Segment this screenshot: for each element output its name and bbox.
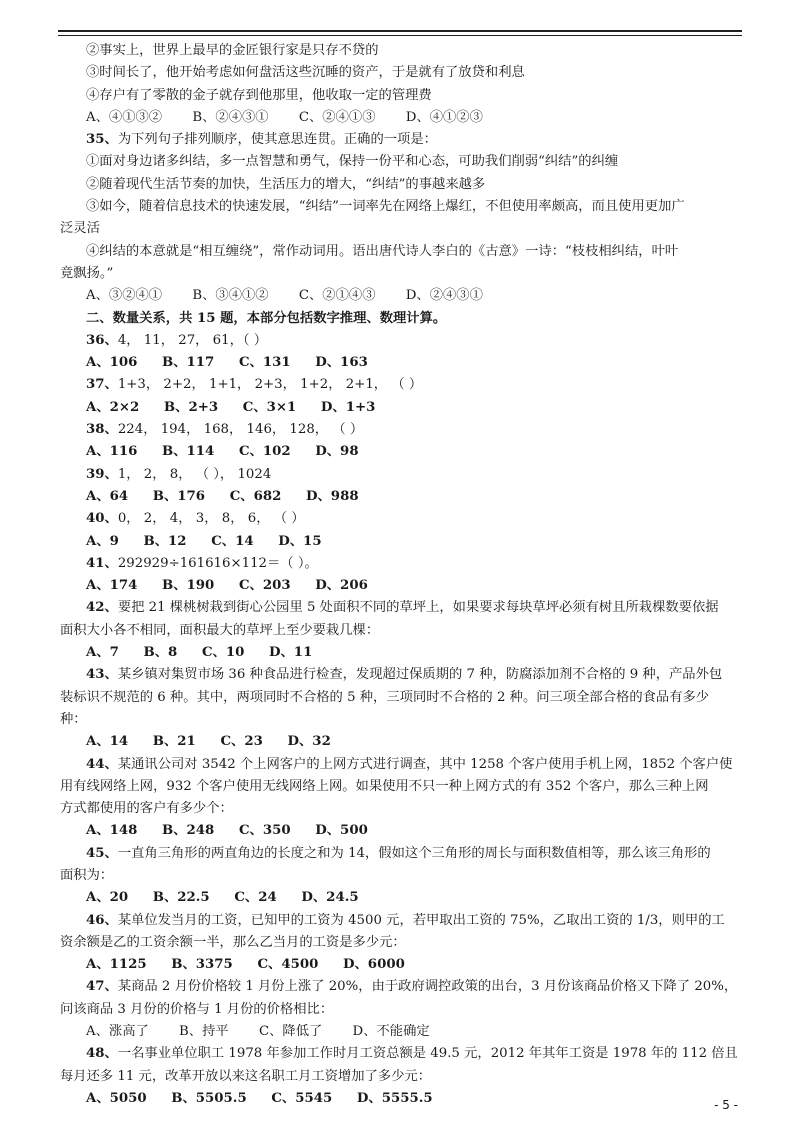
q43-option-c: C、23 — [220, 734, 263, 750]
q47-line-1 — [60, 976, 740, 998]
q45-option-a: A、20 — [86, 890, 129, 906]
q45-text-1: 一直角三角形的两直角边的长度之和为 14，假如这个三角形的周长与面积数值相等，那么该三角形的 — [117, 845, 711, 861]
q40-stem-text: 0， 2， 4， 3， 8， 6， （ ） — [117, 511, 305, 527]
section-2-title: 二、数量关系，共 15 题，本部分包括数字推理、数理计算。 — [86, 310, 447, 326]
q48-text-1: 一名事业单位职工 1978 年参加工作时月工资总额是 49.5 元，2012 年其年工资是 1978 年的 112 倍且 — [117, 1046, 738, 1062]
q40-number: 40、 — [86, 511, 118, 527]
q44-number: 44、 — [86, 756, 118, 772]
q34-option-d: D、④①②③ — [405, 109, 483, 125]
q39-stem-text: 1， 2， 8， （ ）， 1024 — [117, 466, 272, 482]
q37-options — [60, 397, 740, 419]
q46-option-b: B、3375 — [171, 957, 233, 973]
q44-text-1: 某通讯公司对 3542 个上网客户的上网方式进行调查，其中 1258 个客户使用手机上网，1852 个客户使 — [117, 756, 733, 772]
q48-number: 48、 — [86, 1046, 118, 1062]
q37-stem — [60, 374, 740, 396]
q40-option-b: B、12 — [143, 533, 187, 549]
q35-line-3-cont: 泛灵活 — [60, 221, 100, 237]
header-rule-thick — [58, 30, 742, 32]
q43-option-a: A、14 — [86, 734, 129, 750]
q35-line-2: ②随着现代生活节奏的加快，生活压力的增大，“纠结”的事越来越多 — [86, 176, 486, 192]
q43-text-1: 某乡镇对集贸市场 36 种食品进行检查，发现超过保质期的 7 种，防腐添加剂不合格的 9 种，产品外包 — [117, 667, 723, 683]
q39-option-b: B、176 — [152, 488, 206, 504]
q36-option-a: A、106 — [86, 355, 138, 371]
q41-stem — [60, 553, 740, 575]
q35-option-a: A、③②④① — [86, 288, 163, 304]
q42-options — [60, 642, 740, 664]
q37-option-b: B、2+3 — [163, 399, 219, 415]
q47-number: 47、 — [86, 979, 118, 995]
q38-stem — [60, 419, 740, 441]
q36-stem-text: 4， 11， 27， 61，（ ） — [117, 332, 268, 348]
q46-text-1: 某单位发当月的工资，已知甲的工资为 4500 元，若甲取出工资的 75%，乙取出工资的 1/3，则甲的工 — [117, 912, 725, 928]
q36-option-b: B、117 — [162, 355, 215, 371]
q42-option-b: B、8 — [143, 645, 178, 661]
q42-option-d: D、11 — [268, 645, 313, 661]
q35-line-3: ③如今，随着信息技术的快速发展，“纠结”一词率先在网络上爆红，不但使用率颇高，而且使用更加广 — [86, 199, 685, 215]
q38-options — [60, 441, 740, 463]
q41-option-c: C、203 — [238, 578, 291, 594]
q40-options — [60, 531, 740, 553]
q39-options — [60, 486, 740, 508]
q37-option-a: A、2×2 — [86, 399, 140, 415]
q35-option-b: B、③④①② — [192, 288, 269, 304]
q42-number: 42、 — [86, 600, 118, 616]
q35-options — [60, 285, 740, 307]
q36-stem — [60, 330, 740, 352]
q38-option-b: B、114 — [162, 444, 215, 460]
q36-options — [60, 352, 740, 374]
q40-option-d: D、15 — [278, 533, 322, 549]
q48-line-1 — [60, 1043, 740, 1065]
q41-stem-text: 292929÷161616×112＝（ ）。 — [117, 555, 318, 571]
q38-option-c: C、102 — [238, 444, 291, 460]
q38-option-d: D、98 — [315, 444, 359, 460]
page-number: - 5 - — [714, 1098, 738, 1112]
q48-option-d: D、5555.5 — [356, 1090, 433, 1106]
q45-options — [60, 887, 740, 909]
q35-stem-text: 为下列句子排列顺序，使其意思连贯。正确的一项是： — [117, 132, 437, 148]
q37-option-c: C、3×1 — [242, 399, 297, 415]
q47-line-2: 问该商品 3 月份的价格与 1 月份的价格相比： — [60, 1001, 334, 1017]
q40-stem — [60, 508, 740, 530]
q44-option-a: A、148 — [86, 823, 138, 839]
q45-option-c: C、24 — [234, 890, 277, 906]
q48-line-2: 每月还多 11 元，改革开放以来这名职工月工资增加了多少元： — [60, 1068, 432, 1084]
q34-line-3: ③时间长了，他开始考虑如何盘活这些沉睡的资产，于是就有了放贷和利息 — [86, 65, 525, 81]
q40-option-c: C、14 — [211, 533, 254, 549]
q35-option-c: C、②①④③ — [298, 288, 376, 304]
q36-number: 36、 — [86, 332, 118, 348]
q44-option-b: B、248 — [162, 823, 215, 839]
q44-line-2: 用有线网络上网，932 个客户使用无线网络上网。如果使用不只一种上网方式的有 352 个客户，那么三种上网 — [60, 778, 709, 794]
q43-number: 43、 — [86, 667, 118, 683]
q41-option-a: A、174 — [86, 578, 138, 594]
q44-option-c: C、350 — [238, 823, 291, 839]
q41-options — [60, 575, 740, 597]
q35-stem — [60, 129, 740, 151]
q45-line-1 — [60, 843, 740, 865]
q46-option-d: D、6000 — [342, 957, 405, 973]
q39-option-d: D、988 — [305, 488, 359, 504]
q43-line-1 — [60, 664, 740, 686]
q35-line-1: ①面对身边诸多纠结，多一点智慧和勇气，保持一份平和心态，可助我们削弱“纠结”的纠缠 — [86, 154, 619, 170]
q42-line-2: 面积大小各不相同，面积最大的草坪上至少要栽几棵： — [60, 622, 380, 638]
page-content — [60, 40, 740, 1110]
q38-option-a: A、116 — [86, 444, 138, 460]
q43-line-2: 装标识不规范的 6 种。其中，两项同时不合格的 5 种，三项同时不合格的 2 种。问三项全部合格的食品有多少 — [60, 689, 710, 705]
q47-option-a: A、涨高了 — [86, 1024, 149, 1040]
q40-option-a: A、9 — [86, 533, 119, 549]
q37-stem-text: 1+3， 2+2， 1+1， 2+3， 1+2， 2+1， （ ） — [117, 377, 423, 393]
q48-option-c: C、5545 — [271, 1090, 333, 1106]
q48-options — [60, 1088, 740, 1110]
q43-option-d: D、32 — [287, 734, 331, 750]
q37-option-d: D、1+3 — [320, 399, 376, 415]
q35-line-4: ④纠结的本意就是“相互缠绕”，常作动词用。语出唐代诗人李白的《古意》一诗：“枝枝相纠结，叶叶 — [86, 243, 679, 259]
q45-line-2: 面积为： — [60, 867, 114, 883]
q45-number: 45、 — [86, 845, 118, 861]
q36-option-d: D、163 — [315, 355, 368, 371]
q34-options — [60, 107, 740, 129]
q34-option-c: C、②④①③ — [298, 109, 376, 125]
q41-option-d: D、206 — [315, 578, 368, 594]
q47-option-d: D、不能确定 — [352, 1024, 430, 1040]
q34-option-a: A、④①③② — [86, 109, 163, 125]
q36-option-c: C、131 — [238, 355, 291, 371]
q46-number: 46、 — [86, 912, 118, 928]
q39-number: 39、 — [86, 466, 118, 482]
q34-line-2: ②事实上，世界上最早的金匠银行家是只存不贷的 — [86, 43, 379, 58]
q34-line-4: ④存户有了零散的金子就存到他那里，他收取一定的管理费 — [86, 87, 432, 103]
q45-option-d: D、24.5 — [301, 890, 359, 906]
q44-option-d: D、500 — [315, 823, 368, 839]
q46-option-c: C、4500 — [257, 957, 319, 973]
q37-number: 37、 — [86, 377, 118, 393]
q39-option-c: C、682 — [229, 488, 282, 504]
q38-stem-text: 224， 194， 168， 146， 128， （ ） — [117, 422, 364, 438]
header-rule-thin — [58, 35, 742, 36]
q43-option-b: B、21 — [152, 734, 196, 750]
q44-line-3: 方式都使用的客户有多少个： — [60, 801, 233, 817]
q39-stem — [60, 464, 740, 486]
q42-text-1: 要把 21 棵桃树栽到街心公园里 5 处面积不同的草坪上，如果要求每块草坪必须有树且所栽棵数要依据 — [117, 600, 719, 616]
q47-text-1: 某商品 2 月份价格较 1 月份上涨了 20%，由于政府调控政策的出台，3 月份该商品价格又下降了 20%， — [117, 979, 738, 995]
q47-option-b: B、持平 — [179, 1024, 229, 1040]
q35-number: 35、 — [86, 132, 118, 148]
q48-option-b: B、5505.5 — [171, 1090, 247, 1106]
q46-options — [60, 954, 740, 976]
q42-option-c: C、10 — [201, 645, 245, 661]
q34-option-b: B、②④③① — [192, 109, 269, 125]
q35-line-4-cont: 竟飘扬。” — [60, 265, 114, 281]
q41-option-b: B、190 — [162, 578, 215, 594]
q42-line-1 — [60, 597, 740, 619]
q43-options — [60, 731, 740, 753]
q47-options — [60, 1021, 740, 1043]
q46-line-1 — [60, 910, 740, 932]
q41-number: 41、 — [86, 555, 118, 571]
q45-option-b: B、22.5 — [152, 890, 210, 906]
q35-option-d: D、②④③① — [405, 288, 483, 304]
q44-line-1 — [60, 754, 740, 776]
q42-option-a: A、7 — [86, 645, 119, 661]
q38-number: 38、 — [86, 422, 118, 438]
q46-line-2: 资余额是乙的工资余额一半，那么乙当月的工资是多少元： — [60, 934, 406, 950]
q39-option-a: A、64 — [86, 488, 129, 504]
q43-line-3: 种： — [60, 711, 87, 727]
q46-option-a: A、1125 — [86, 957, 147, 973]
q47-option-c: C、降低了 — [258, 1024, 323, 1040]
q48-option-a: A、5050 — [86, 1090, 147, 1106]
q44-options — [60, 820, 740, 842]
